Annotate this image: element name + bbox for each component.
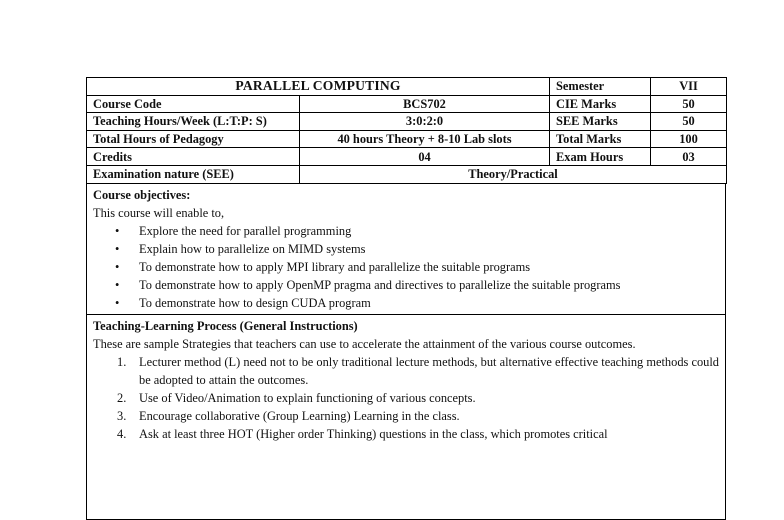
row-value: BCS702: [300, 95, 550, 113]
course-objectives-section: [86, 184, 726, 315]
bullet-icon: •: [115, 223, 120, 238]
item-number: 4.: [117, 426, 127, 441]
row-right-value: 50: [651, 113, 727, 131]
semester-label: Semester: [550, 78, 651, 96]
objectives-list: [93, 222, 719, 312]
teaching-learning-section: [86, 315, 726, 520]
row-right-label: CIE Marks: [550, 95, 651, 113]
bullet-icon: •: [115, 295, 120, 310]
syllabus-page: [86, 77, 726, 520]
list-item: [93, 407, 719, 425]
tlp-intro: These are sample Strategies that teachers can use to accelerate the attainment of the various course outcomes.: [93, 336, 636, 351]
row-value: 3:0:2:0: [300, 113, 550, 131]
list-item: [93, 222, 719, 240]
tlp-heading: Teaching-Learning Process (General Instructions): [93, 318, 358, 333]
table-row: [87, 113, 727, 131]
row-right-label: Exam Hours: [550, 148, 651, 166]
row-value: 04: [300, 148, 550, 166]
row-right-value: 03: [651, 148, 727, 166]
objective-text: Explain how to parallelize on MIMD systems: [139, 241, 366, 256]
list-item: [93, 389, 719, 407]
bullet-icon: •: [115, 277, 120, 292]
bullet-icon: •: [115, 259, 120, 274]
objective-text: To demonstrate how to design CUDA program: [139, 295, 371, 310]
course-title: PARALLEL COMPUTING: [87, 78, 550, 96]
objectives-heading: Course objectives:: [93, 187, 191, 202]
row-right-label: SEE Marks: [550, 113, 651, 131]
row-label: Total Hours of Pedagogy: [87, 130, 300, 148]
row-label: Teaching Hours/Week (L:T:P: S): [87, 113, 300, 131]
tlp-text: Ask at least three HOT (Higher order Thinking) questions in the class, which promotes critical: [139, 426, 608, 441]
exam-nature-row: [87, 165, 727, 183]
list-item: [93, 425, 719, 443]
exam-nature-value: Theory/Practical: [300, 165, 727, 183]
row-right-value: 50: [651, 95, 727, 113]
objective-text: Explore the need for parallel programming: [139, 223, 352, 238]
row-right-value: 100: [651, 130, 727, 148]
title-row: [87, 78, 727, 96]
item-number: 3.: [117, 408, 127, 423]
table-row: [87, 95, 727, 113]
exam-nature-label: Examination nature (SEE): [87, 165, 300, 183]
item-number: 2.: [117, 390, 127, 405]
table-row: [87, 148, 727, 166]
semester-value: VII: [651, 78, 727, 96]
row-right-label: Total Marks: [550, 130, 651, 148]
course-info-table: [86, 77, 727, 184]
tlp-text: Use of Video/Animation to explain functioning of various concepts.: [139, 390, 476, 405]
objectives-intro: This course will enable to,: [93, 205, 225, 220]
row-label: Credits: [87, 148, 300, 166]
row-value: 40 hours Theory + 8-10 Lab slots: [300, 130, 550, 148]
objective-text: To demonstrate how to apply MPI library and parallelize the suitable programs: [139, 259, 531, 274]
table-row: [87, 130, 727, 148]
objective-text: To demonstrate how to apply OpenMP pragma and directives to parallelize the suitable programs: [139, 277, 621, 292]
list-item: [93, 276, 719, 294]
list-item: [93, 240, 719, 258]
row-label: Course Code: [87, 95, 300, 113]
list-item: [93, 294, 719, 312]
bullet-icon: •: [115, 241, 120, 256]
list-item: [93, 258, 719, 276]
item-number: 1.: [117, 354, 127, 369]
tlp-text: Encourage collaborative (Group Learning) Learning in the class.: [139, 408, 460, 423]
tlp-text: Lecturer method (L) need not to be only traditional lecture methods, but alternative effective teaching methods could be adopted to attain the outcomes.: [139, 354, 719, 387]
list-item: [93, 353, 719, 389]
tlp-list: [93, 353, 719, 443]
